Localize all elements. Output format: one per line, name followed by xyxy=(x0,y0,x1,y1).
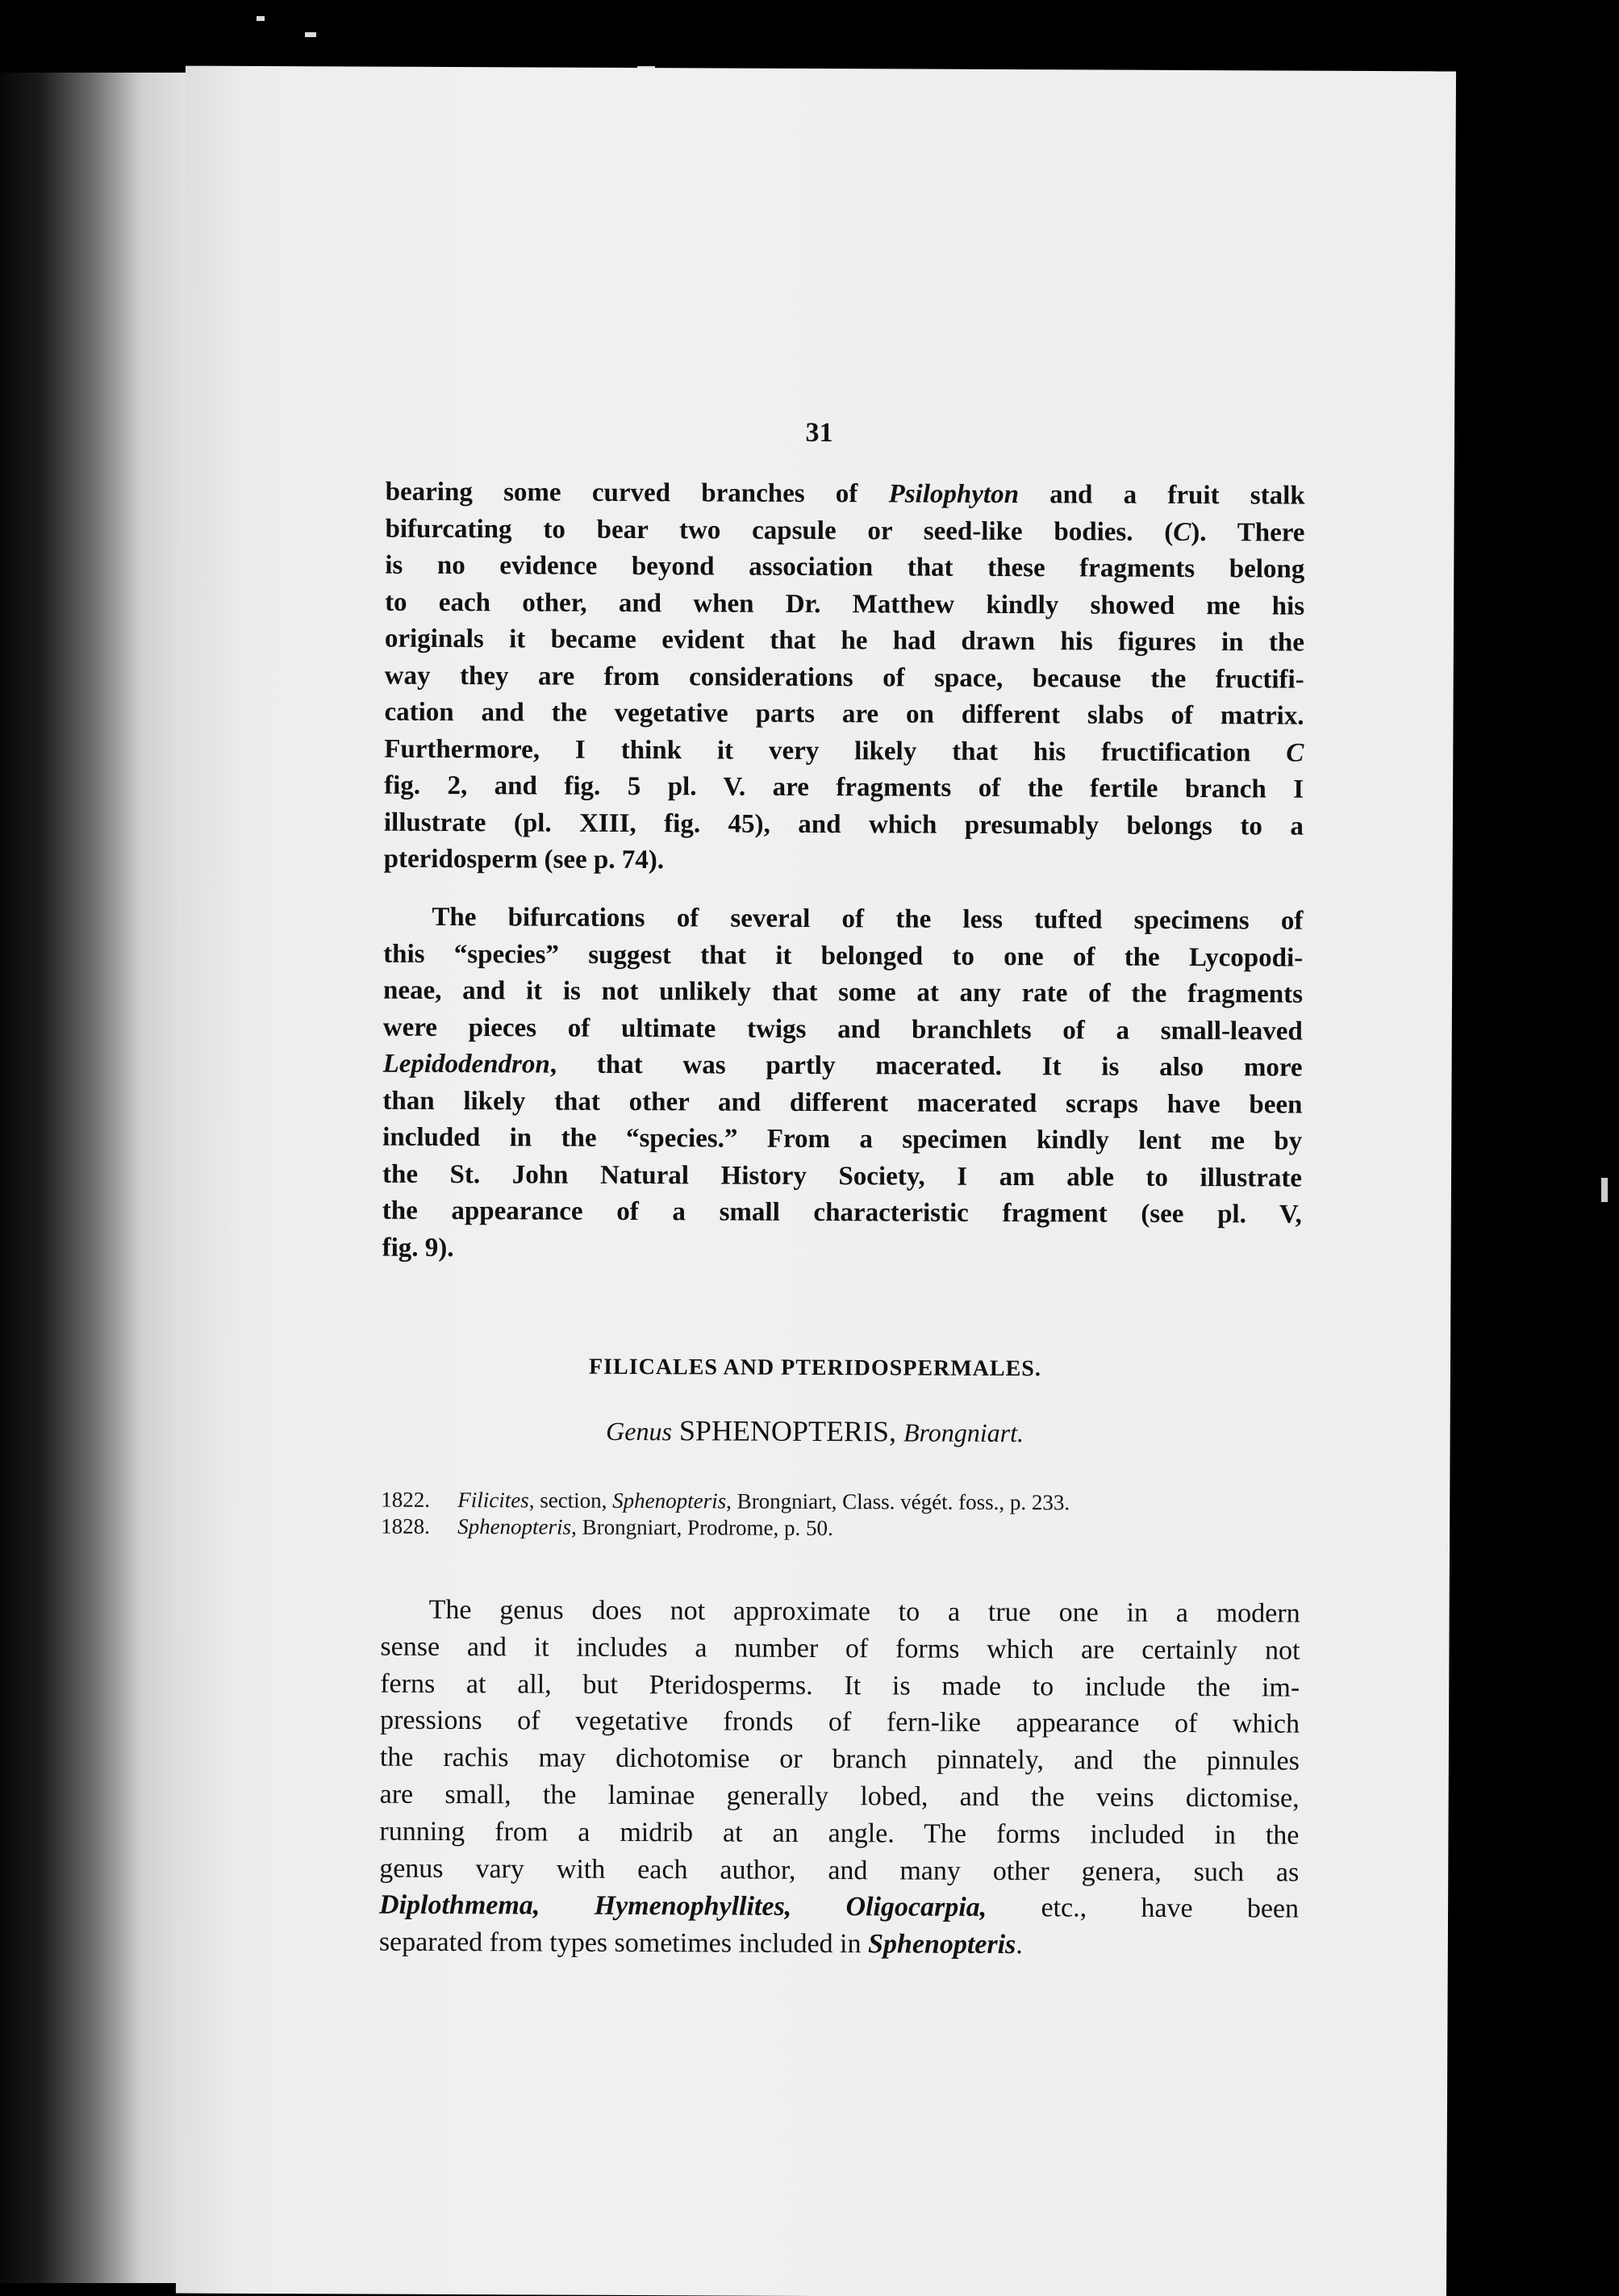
text-line: genus vary with each author, and many other genera, such as xyxy=(379,1853,1300,1888)
text-line: were pieces of ultimate twigs and branchlets of a small-leaved xyxy=(382,1012,1303,1046)
text-line: Furthermore, I think it very likely that his fructification C xyxy=(384,734,1304,768)
reference-entry: 1828. Sphenopteris, Brongniart, Prodrome, p. 50. xyxy=(381,1513,833,1541)
text-line: The genus does not approximate to a true one in a modern xyxy=(428,1594,1300,1629)
text-line: the rachis may dichotomise or branch pinnately, and the pinnules xyxy=(379,1742,1300,1776)
text-line: the appearance of a small characteristic fragment (see pl. V, xyxy=(382,1196,1302,1229)
scan-speck xyxy=(257,16,265,21)
genus-author: Brongniart. xyxy=(903,1417,1024,1448)
text-line: to each other, and when Dr. Matthew kindly showed me his xyxy=(385,587,1305,621)
text-line: are small, the laminae generally lobed, and the veins dictomise, xyxy=(379,1779,1300,1814)
text-line: illustrate (pl. XIII, fig. 45), and which presumably belongs to a xyxy=(383,808,1304,841)
paragraph-bifurcations xyxy=(382,900,1304,1271)
paragraph-genus-description xyxy=(379,1592,1300,1965)
text-line: cation and the vegetative parts are on different slabs of matrix. xyxy=(384,697,1304,731)
text-line: fig. 9). xyxy=(382,1233,454,1263)
text-line: The bifurcations of several of the less tufted specimens of xyxy=(432,902,1304,936)
genus-prefix: Genus xyxy=(606,1416,673,1446)
text-line: included in the “species.” From a specimen kindly lent me by xyxy=(382,1122,1303,1156)
text-line: originals it became evident that he had drawn his figures in the xyxy=(384,624,1304,657)
text-line: the St. John Natural History Society, I am able to illustrate xyxy=(382,1159,1303,1193)
text-line: sense and it includes a number of forms which are certainly not xyxy=(380,1631,1300,1666)
text-line: bearing some curved branches of Psilophyton and a fruit stalk xyxy=(385,477,1305,511)
scan-speck xyxy=(305,32,316,37)
text-line: pteridosperm (see p. 74). xyxy=(383,844,665,875)
synonymy-references xyxy=(381,1487,1300,1544)
text-line: this “species” suggest that it belonged to one of the Lycopodi- xyxy=(383,939,1304,973)
text-line: ferns at all, but Pteridosperms. It is made to include the im- xyxy=(380,1668,1300,1703)
section-heading: FILICALES AND PTERIDOSPERMALES. xyxy=(589,1354,1041,1382)
text-line: running from a midrib at an angle. The forms included in the xyxy=(379,1816,1300,1851)
reference-entry: 1822. Filicites, section, Sphenopteris, Brongniart, Class. végét. foss., p. 233. xyxy=(381,1487,1070,1515)
text-line: fig. 2, and fig. 5 pl. V. are fragments of the fertile branch I xyxy=(384,770,1304,804)
page-number: 31 xyxy=(805,417,833,449)
book-gutter-shadow xyxy=(0,73,202,2283)
text-line: than likely that other and different macerated scraps have been xyxy=(382,1086,1303,1120)
text-line: Lepidodendron, that was partly macerated. It is also more xyxy=(382,1049,1303,1083)
text-line: bifurcating to bear two capsule or seed-like bodies. (C). There xyxy=(385,514,1305,548)
paragraph-psilophyton xyxy=(384,474,1305,882)
genus-title xyxy=(180,1412,1450,1451)
text-line: Diplothmema, Hymenophyllites, Oligocarpia, etc., have been xyxy=(378,1890,1300,1924)
text-line: pressions of vegetative fronds of fern-like appearance of which xyxy=(379,1705,1300,1739)
text-line: neae, and it is not unlikely that some at any rate of the fragments xyxy=(382,975,1304,1009)
genus-name: SPHENOPTERIS, xyxy=(678,1414,897,1448)
text-line: is no evidence beyond association that these fragments belong xyxy=(385,550,1305,584)
book-page xyxy=(176,66,1456,2296)
scan-edge-mark xyxy=(1601,1178,1608,1202)
text-line: separated from types sometimes included in Sphenopteris. xyxy=(378,1927,1023,1960)
text-line: way they are from considerations of space, because the fructifi- xyxy=(384,661,1304,695)
